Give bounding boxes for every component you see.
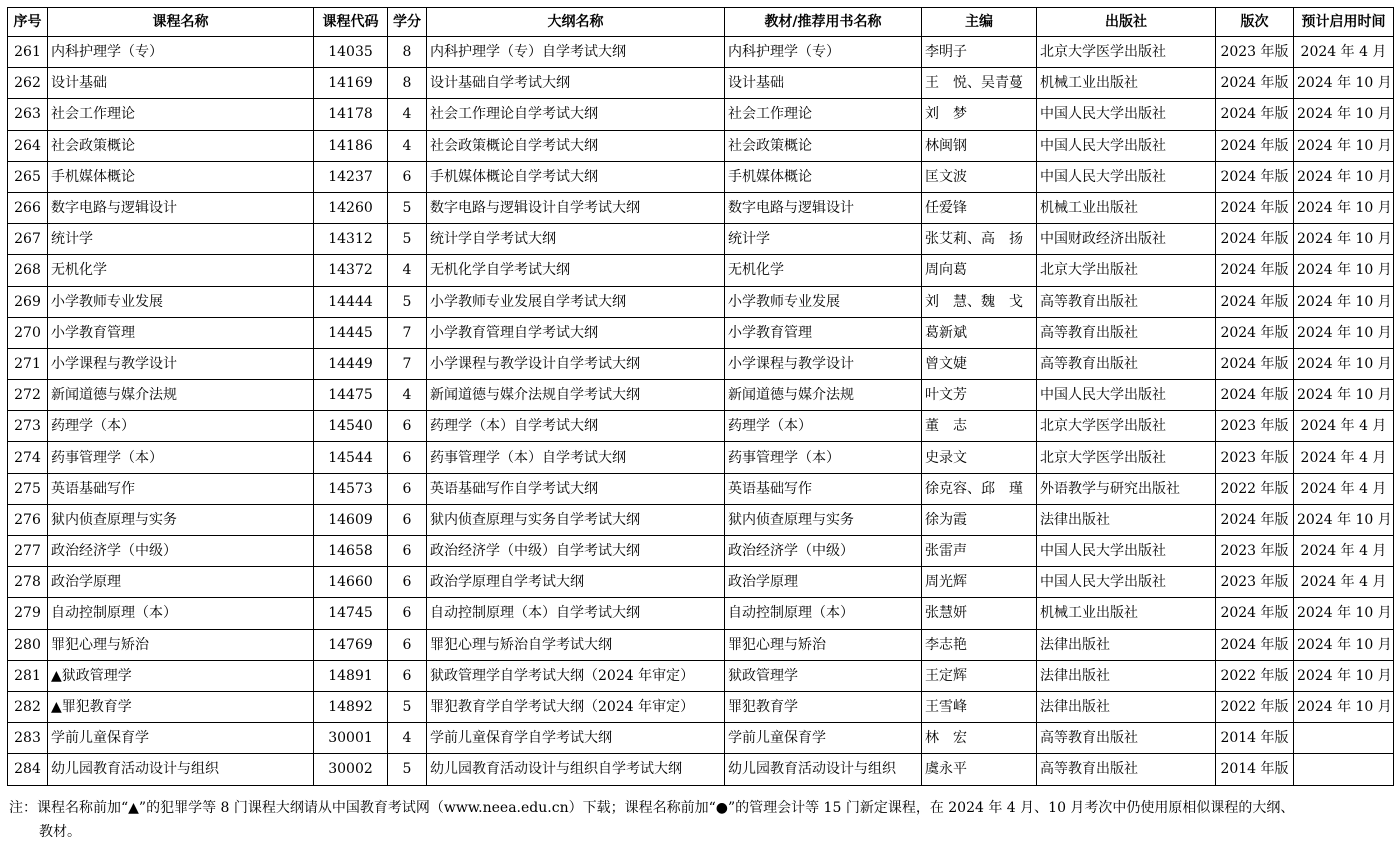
publisher-cell: 中国人民大学出版社 xyxy=(1037,99,1216,130)
table-row xyxy=(8,68,1394,99)
edition-cell: 2023 年版 xyxy=(1216,567,1294,598)
course-name-cell: 设计基础 xyxy=(48,68,314,99)
editor-cell: 董 志 xyxy=(922,411,1037,442)
course-name-cell: 学前儿童保育学 xyxy=(48,723,314,754)
footnote xyxy=(9,796,1389,844)
serial-number-cell: 283 xyxy=(8,723,48,754)
course-name-cell: 手机媒体概论 xyxy=(48,161,314,192)
start-time-cell: 2024 年 10 月 xyxy=(1294,348,1394,379)
credits-cell: 6 xyxy=(388,598,427,629)
syllabus-name-cell: 小学教师专业发展自学考试大纲 xyxy=(427,286,725,317)
serial-number-cell: 262 xyxy=(8,68,48,99)
edition-cell: 2022 年版 xyxy=(1216,473,1294,504)
credits-cell: 5 xyxy=(388,224,427,255)
textbook-name-cell: 统计学 xyxy=(725,224,922,255)
start-time-cell: 2024 年 4 月 xyxy=(1294,37,1394,68)
credits-cell: 6 xyxy=(388,660,427,691)
credits-cell: 4 xyxy=(388,99,427,130)
table-row xyxy=(8,380,1394,411)
publisher-cell: 中国人民大学出版社 xyxy=(1037,380,1216,411)
header-serial-number: 序号 xyxy=(8,8,48,37)
textbook-name-cell: 自动控制原理（本） xyxy=(725,598,922,629)
serial-number-cell: 274 xyxy=(8,442,48,473)
course-name-cell: ▲罪犯教育学 xyxy=(48,691,314,722)
table-row xyxy=(8,567,1394,598)
publisher-cell: 外语教学与研究出版社 xyxy=(1037,473,1216,504)
table-row xyxy=(8,255,1394,286)
textbook-name-cell: 药事管理学（本） xyxy=(725,442,922,473)
editor-cell: 张慧妍 xyxy=(922,598,1037,629)
editor-cell: 王雪峰 xyxy=(922,691,1037,722)
syllabus-name-cell: 内科护理学（专）自学考试大纲 xyxy=(427,37,725,68)
table-row xyxy=(8,286,1394,317)
editor-cell: 张雷声 xyxy=(922,536,1037,567)
editor-cell: 王 悦、吴青蔓 xyxy=(922,68,1037,99)
syllabus-name-cell: 幼儿园教育活动设计与组织自学考试大纲 xyxy=(427,754,725,785)
editor-cell: 刘 慧、魏 戈 xyxy=(922,286,1037,317)
serial-number-cell: 271 xyxy=(8,348,48,379)
course-name-cell: 社会工作理论 xyxy=(48,99,314,130)
editor-cell: 任爱锋 xyxy=(922,192,1037,223)
editor-cell: 李明子 xyxy=(922,37,1037,68)
course-name-cell: 内科护理学（专） xyxy=(48,37,314,68)
textbook-name-cell: 狱政管理学 xyxy=(725,660,922,691)
textbook-name-cell: 英语基础写作 xyxy=(725,473,922,504)
serial-number-cell: 272 xyxy=(8,380,48,411)
editor-cell: 刘 梦 xyxy=(922,99,1037,130)
textbook-name-cell: 小学教育管理 xyxy=(725,317,922,348)
course-code-cell: 14745 xyxy=(314,598,388,629)
serial-number-cell: 264 xyxy=(8,130,48,161)
textbook-name-cell: 药理学（本） xyxy=(725,411,922,442)
textbook-name-cell: 罪犯心理与矫治 xyxy=(725,629,922,660)
publisher-cell: 高等教育出版社 xyxy=(1037,723,1216,754)
course-code-cell: 14544 xyxy=(314,442,388,473)
start-time-cell: 2024 年 10 月 xyxy=(1294,629,1394,660)
course-code-cell: 14769 xyxy=(314,629,388,660)
textbook-name-cell: 政治经济学（中级） xyxy=(725,536,922,567)
start-time-cell: 2024 年 10 月 xyxy=(1294,317,1394,348)
syllabus-name-cell: 药事管理学（本）自学考试大纲 xyxy=(427,442,725,473)
table-row xyxy=(8,473,1394,504)
start-time-cell: 2024 年 4 月 xyxy=(1294,442,1394,473)
syllabus-name-cell: 设计基础自学考试大纲 xyxy=(427,68,725,99)
syllabus-name-cell: 小学课程与教学设计自学考试大纲 xyxy=(427,348,725,379)
start-time-cell: 2024 年 4 月 xyxy=(1294,411,1394,442)
edition-cell: 2024 年版 xyxy=(1216,598,1294,629)
course-code-cell: 14444 xyxy=(314,286,388,317)
textbook-name-cell: 罪犯教育学 xyxy=(725,691,922,722)
credits-cell: 6 xyxy=(388,473,427,504)
textbook-name-cell: 狱内侦查原理与实务 xyxy=(725,504,922,535)
start-time-cell: 2024 年 10 月 xyxy=(1294,286,1394,317)
edition-cell: 2022 年版 xyxy=(1216,660,1294,691)
credits-cell: 5 xyxy=(388,754,427,785)
credits-cell: 6 xyxy=(388,504,427,535)
publisher-cell: 中国人民大学出版社 xyxy=(1037,567,1216,598)
table-row xyxy=(8,442,1394,473)
course-code-cell: 14035 xyxy=(314,37,388,68)
table-row xyxy=(8,224,1394,255)
textbook-name-cell: 设计基础 xyxy=(725,68,922,99)
table-row xyxy=(8,536,1394,567)
course-name-cell: 小学教育管理 xyxy=(48,317,314,348)
credits-cell: 6 xyxy=(388,411,427,442)
header-editor: 主编 xyxy=(922,8,1037,37)
serial-number-cell: 282 xyxy=(8,691,48,722)
credits-cell: 5 xyxy=(388,691,427,722)
table-row xyxy=(8,161,1394,192)
publisher-cell: 高等教育出版社 xyxy=(1037,348,1216,379)
course-code-cell: 14891 xyxy=(314,660,388,691)
start-time-cell: 2024 年 10 月 xyxy=(1294,99,1394,130)
header-syllabus-name: 大纲名称 xyxy=(427,8,725,37)
edition-cell: 2024 年版 xyxy=(1216,629,1294,660)
publisher-cell: 中国人民大学出版社 xyxy=(1037,536,1216,567)
header-edition: 版次 xyxy=(1216,8,1294,37)
footnote-line-1: 注：课程名称前加“▲”的犯罪学等 8 门课程大纲请从中国教育考试网（www.neea.edu.cn）下载；课程名称前加“●”的管理会计等 15 门新定课程，在 2024 年 4 月、10 月考次中仍使用原相似课程的大纲、 xyxy=(9,800,1295,816)
serial-number-cell: 263 xyxy=(8,99,48,130)
editor-cell: 匡文波 xyxy=(922,161,1037,192)
editor-cell: 叶文芳 xyxy=(922,380,1037,411)
textbook-name-cell: 政治学原理 xyxy=(725,567,922,598)
course-name-cell: 自动控制原理（本） xyxy=(48,598,314,629)
credits-cell: 7 xyxy=(388,317,427,348)
start-time-cell: 2024 年 10 月 xyxy=(1294,224,1394,255)
textbook-name-cell: 数字电路与逻辑设计 xyxy=(725,192,922,223)
course-code-cell: 14169 xyxy=(314,68,388,99)
syllabus-name-cell: 罪犯教育学自学考试大纲（2024 年审定） xyxy=(427,691,725,722)
credits-cell: 6 xyxy=(388,161,427,192)
textbook-name-cell: 幼儿园教育活动设计与组织 xyxy=(725,754,922,785)
publisher-cell: 中国人民大学出版社 xyxy=(1037,161,1216,192)
credits-cell: 4 xyxy=(388,130,427,161)
serial-number-cell: 269 xyxy=(8,286,48,317)
course-code-cell: 14237 xyxy=(314,161,388,192)
serial-number-cell: 275 xyxy=(8,473,48,504)
serial-number-cell: 261 xyxy=(8,37,48,68)
syllabus-name-cell: 自动控制原理（本）自学考试大纲 xyxy=(427,598,725,629)
syllabus-name-cell: 社会工作理论自学考试大纲 xyxy=(427,99,725,130)
syllabus-name-cell: 政治学原理自学考试大纲 xyxy=(427,567,725,598)
course-name-cell: 狱内侦查原理与实务 xyxy=(48,504,314,535)
syllabus-name-cell: 狱内侦查原理与实务自学考试大纲 xyxy=(427,504,725,535)
course-name-cell: 数字电路与逻辑设计 xyxy=(48,192,314,223)
credits-cell: 6 xyxy=(388,536,427,567)
serial-number-cell: 284 xyxy=(8,754,48,785)
start-time-cell: 2024 年 4 月 xyxy=(1294,567,1394,598)
edition-cell: 2014 年版 xyxy=(1216,723,1294,754)
editor-cell: 王定辉 xyxy=(922,660,1037,691)
textbook-name-cell: 社会工作理论 xyxy=(725,99,922,130)
course-name-cell: 社会政策概论 xyxy=(48,130,314,161)
course-name-cell: 药理学（本） xyxy=(48,411,314,442)
header-row xyxy=(8,8,1394,37)
publisher-cell: 机械工业出版社 xyxy=(1037,598,1216,629)
start-time-cell: 2024 年 10 月 xyxy=(1294,255,1394,286)
syllabus-name-cell: 手机媒体概论自学考试大纲 xyxy=(427,161,725,192)
course-code-cell: 14660 xyxy=(314,567,388,598)
course-name-cell: 政治学原理 xyxy=(48,567,314,598)
table-row xyxy=(8,754,1394,785)
publisher-cell: 高等教育出版社 xyxy=(1037,286,1216,317)
table-row xyxy=(8,660,1394,691)
publisher-cell: 北京大学医学出版社 xyxy=(1037,37,1216,68)
editor-cell: 林 宏 xyxy=(922,723,1037,754)
table-row xyxy=(8,691,1394,722)
start-time-cell: 2024 年 10 月 xyxy=(1294,130,1394,161)
credits-cell: 4 xyxy=(388,255,427,286)
start-time-cell: 2024 年 10 月 xyxy=(1294,68,1394,99)
editor-cell: 周光辉 xyxy=(922,567,1037,598)
table-row xyxy=(8,37,1394,68)
syllabus-name-cell: 罪犯心理与矫治自学考试大纲 xyxy=(427,629,725,660)
edition-cell: 2024 年版 xyxy=(1216,317,1294,348)
course-code-cell: 14609 xyxy=(314,504,388,535)
serial-number-cell: 265 xyxy=(8,161,48,192)
credits-cell: 7 xyxy=(388,348,427,379)
edition-cell: 2023 年版 xyxy=(1216,442,1294,473)
serial-number-cell: 273 xyxy=(8,411,48,442)
course-code-cell: 14449 xyxy=(314,348,388,379)
table-row xyxy=(8,99,1394,130)
course-code-cell: 14445 xyxy=(314,317,388,348)
textbook-name-cell: 手机媒体概论 xyxy=(725,161,922,192)
course-name-cell: ▲狱政管理学 xyxy=(48,660,314,691)
publisher-cell: 中国财政经济出版社 xyxy=(1037,224,1216,255)
editor-cell: 张艾莉、高 扬 xyxy=(922,224,1037,255)
table-row xyxy=(8,629,1394,660)
course-name-cell: 小学课程与教学设计 xyxy=(48,348,314,379)
textbook-name-cell: 学前儿童保育学 xyxy=(725,723,922,754)
header-course-code: 课程代码 xyxy=(314,8,388,37)
edition-cell: 2024 年版 xyxy=(1216,255,1294,286)
publisher-cell: 法律出版社 xyxy=(1037,629,1216,660)
publisher-cell: 北京大学医学出版社 xyxy=(1037,442,1216,473)
header-course-name: 课程名称 xyxy=(48,8,314,37)
edition-cell: 2024 年版 xyxy=(1216,224,1294,255)
edition-cell: 2024 年版 xyxy=(1216,161,1294,192)
header-credits: 学分 xyxy=(388,8,427,37)
serial-number-cell: 277 xyxy=(8,536,48,567)
table-row xyxy=(8,504,1394,535)
course-code-cell: 14540 xyxy=(314,411,388,442)
edition-cell: 2022 年版 xyxy=(1216,691,1294,722)
syllabus-name-cell: 学前儿童保育学自学考试大纲 xyxy=(427,723,725,754)
edition-cell: 2024 年版 xyxy=(1216,99,1294,130)
start-time-cell: 2024 年 10 月 xyxy=(1294,691,1394,722)
course-code-cell: 14372 xyxy=(314,255,388,286)
serial-number-cell: 266 xyxy=(8,192,48,223)
publisher-cell: 法律出版社 xyxy=(1037,504,1216,535)
textbook-name-cell: 内科护理学（专） xyxy=(725,37,922,68)
publisher-cell: 北京大学医学出版社 xyxy=(1037,411,1216,442)
publisher-cell: 北京大学出版社 xyxy=(1037,255,1216,286)
edition-cell: 2024 年版 xyxy=(1216,192,1294,223)
syllabus-name-cell: 无机化学自学考试大纲 xyxy=(427,255,725,286)
serial-number-cell: 281 xyxy=(8,660,48,691)
publisher-cell: 高等教育出版社 xyxy=(1037,317,1216,348)
course-table xyxy=(7,7,1394,786)
serial-number-cell: 276 xyxy=(8,504,48,535)
course-name-cell: 统计学 xyxy=(48,224,314,255)
credits-cell: 4 xyxy=(388,380,427,411)
credits-cell: 6 xyxy=(388,442,427,473)
table-row xyxy=(8,192,1394,223)
course-name-cell: 药事管理学（本） xyxy=(48,442,314,473)
syllabus-name-cell: 小学教育管理自学考试大纲 xyxy=(427,317,725,348)
table-row xyxy=(8,130,1394,161)
course-code-cell: 14260 xyxy=(314,192,388,223)
edition-cell: 2023 年版 xyxy=(1216,411,1294,442)
course-name-cell: 无机化学 xyxy=(48,255,314,286)
start-time-cell: 2024 年 4 月 xyxy=(1294,536,1394,567)
table-row xyxy=(8,317,1394,348)
course-name-cell: 新闻道德与媒介法规 xyxy=(48,380,314,411)
table-body xyxy=(8,37,1394,786)
start-time-cell xyxy=(1294,723,1394,754)
table-row xyxy=(8,598,1394,629)
start-time-cell: 2024 年 10 月 xyxy=(1294,660,1394,691)
course-code-cell: 14658 xyxy=(314,536,388,567)
table-row xyxy=(8,723,1394,754)
publisher-cell: 机械工业出版社 xyxy=(1037,68,1216,99)
textbook-name-cell: 无机化学 xyxy=(725,255,922,286)
start-time-cell: 2024 年 10 月 xyxy=(1294,504,1394,535)
syllabus-name-cell: 社会政策概论自学考试大纲 xyxy=(427,130,725,161)
start-time-cell xyxy=(1294,754,1394,785)
course-code-cell: 30001 xyxy=(314,723,388,754)
credits-cell: 5 xyxy=(388,286,427,317)
table-row xyxy=(8,411,1394,442)
credits-cell: 8 xyxy=(388,37,427,68)
serial-number-cell: 278 xyxy=(8,567,48,598)
credits-cell: 5 xyxy=(388,192,427,223)
serial-number-cell: 267 xyxy=(8,224,48,255)
publisher-cell: 中国人民大学出版社 xyxy=(1037,130,1216,161)
course-name-cell: 英语基础写作 xyxy=(48,473,314,504)
course-code-cell: 14312 xyxy=(314,224,388,255)
syllabus-name-cell: 政治经济学（中级）自学考试大纲 xyxy=(427,536,725,567)
edition-cell: 2024 年版 xyxy=(1216,380,1294,411)
editor-cell: 史录文 xyxy=(922,442,1037,473)
textbook-name-cell: 新闻道德与媒介法规 xyxy=(725,380,922,411)
editor-cell: 李志艳 xyxy=(922,629,1037,660)
credits-cell: 4 xyxy=(388,723,427,754)
start-time-cell: 2024 年 10 月 xyxy=(1294,380,1394,411)
serial-number-cell: 270 xyxy=(8,317,48,348)
table-header xyxy=(8,8,1394,37)
credits-cell: 8 xyxy=(388,68,427,99)
header-publisher: 出版社 xyxy=(1037,8,1216,37)
footnote-line-2: 教材。 xyxy=(39,824,81,840)
editor-cell: 曾文婕 xyxy=(922,348,1037,379)
course-code-cell: 14178 xyxy=(314,99,388,130)
editor-cell: 徐为霞 xyxy=(922,504,1037,535)
publisher-cell: 机械工业出版社 xyxy=(1037,192,1216,223)
course-code-cell: 14186 xyxy=(314,130,388,161)
header-textbook-name: 教材/推荐用书名称 xyxy=(725,8,922,37)
start-time-cell: 2024 年 10 月 xyxy=(1294,161,1394,192)
syllabus-name-cell: 狱政管理学自学考试大纲（2024 年审定） xyxy=(427,660,725,691)
course-name-cell: 政治经济学（中级） xyxy=(48,536,314,567)
edition-cell: 2023 年版 xyxy=(1216,37,1294,68)
editor-cell: 葛新斌 xyxy=(922,317,1037,348)
syllabus-name-cell: 统计学自学考试大纲 xyxy=(427,224,725,255)
textbook-name-cell: 小学课程与教学设计 xyxy=(725,348,922,379)
edition-cell: 2024 年版 xyxy=(1216,130,1294,161)
publisher-cell: 法律出版社 xyxy=(1037,691,1216,722)
edition-cell: 2023 年版 xyxy=(1216,536,1294,567)
course-code-cell: 30002 xyxy=(314,754,388,785)
header-start-time: 预计启用时间 xyxy=(1294,8,1394,37)
editor-cell: 虞永平 xyxy=(922,754,1037,785)
credits-cell: 6 xyxy=(388,629,427,660)
editor-cell: 林闽钢 xyxy=(922,130,1037,161)
start-time-cell: 2024 年 10 月 xyxy=(1294,598,1394,629)
syllabus-name-cell: 数字电路与逻辑设计自学考试大纲 xyxy=(427,192,725,223)
textbook-name-cell: 社会政策概论 xyxy=(725,130,922,161)
start-time-cell: 2024 年 4 月 xyxy=(1294,473,1394,504)
edition-cell: 2024 年版 xyxy=(1216,286,1294,317)
start-time-cell: 2024 年 10 月 xyxy=(1294,192,1394,223)
editor-cell: 周向葛 xyxy=(922,255,1037,286)
syllabus-name-cell: 英语基础写作自学考试大纲 xyxy=(427,473,725,504)
course-code-cell: 14892 xyxy=(314,691,388,722)
editor-cell: 徐克容、邱 瑾 xyxy=(922,473,1037,504)
course-name-cell: 小学教师专业发展 xyxy=(48,286,314,317)
course-name-cell: 幼儿园教育活动设计与组织 xyxy=(48,754,314,785)
edition-cell: 2024 年版 xyxy=(1216,68,1294,99)
syllabus-name-cell: 新闻道德与媒介法规自学考试大纲 xyxy=(427,380,725,411)
edition-cell: 2024 年版 xyxy=(1216,504,1294,535)
edition-cell: 2014 年版 xyxy=(1216,754,1294,785)
course-code-cell: 14573 xyxy=(314,473,388,504)
publisher-cell: 法律出版社 xyxy=(1037,660,1216,691)
serial-number-cell: 280 xyxy=(8,629,48,660)
serial-number-cell: 279 xyxy=(8,598,48,629)
publisher-cell: 高等教育出版社 xyxy=(1037,754,1216,785)
table-row xyxy=(8,348,1394,379)
syllabus-name-cell: 药理学（本）自学考试大纲 xyxy=(427,411,725,442)
course-code-cell: 14475 xyxy=(314,380,388,411)
serial-number-cell: 268 xyxy=(8,255,48,286)
edition-cell: 2024 年版 xyxy=(1216,348,1294,379)
textbook-name-cell: 小学教师专业发展 xyxy=(725,286,922,317)
credits-cell: 6 xyxy=(388,567,427,598)
course-name-cell: 罪犯心理与矫治 xyxy=(48,629,314,660)
